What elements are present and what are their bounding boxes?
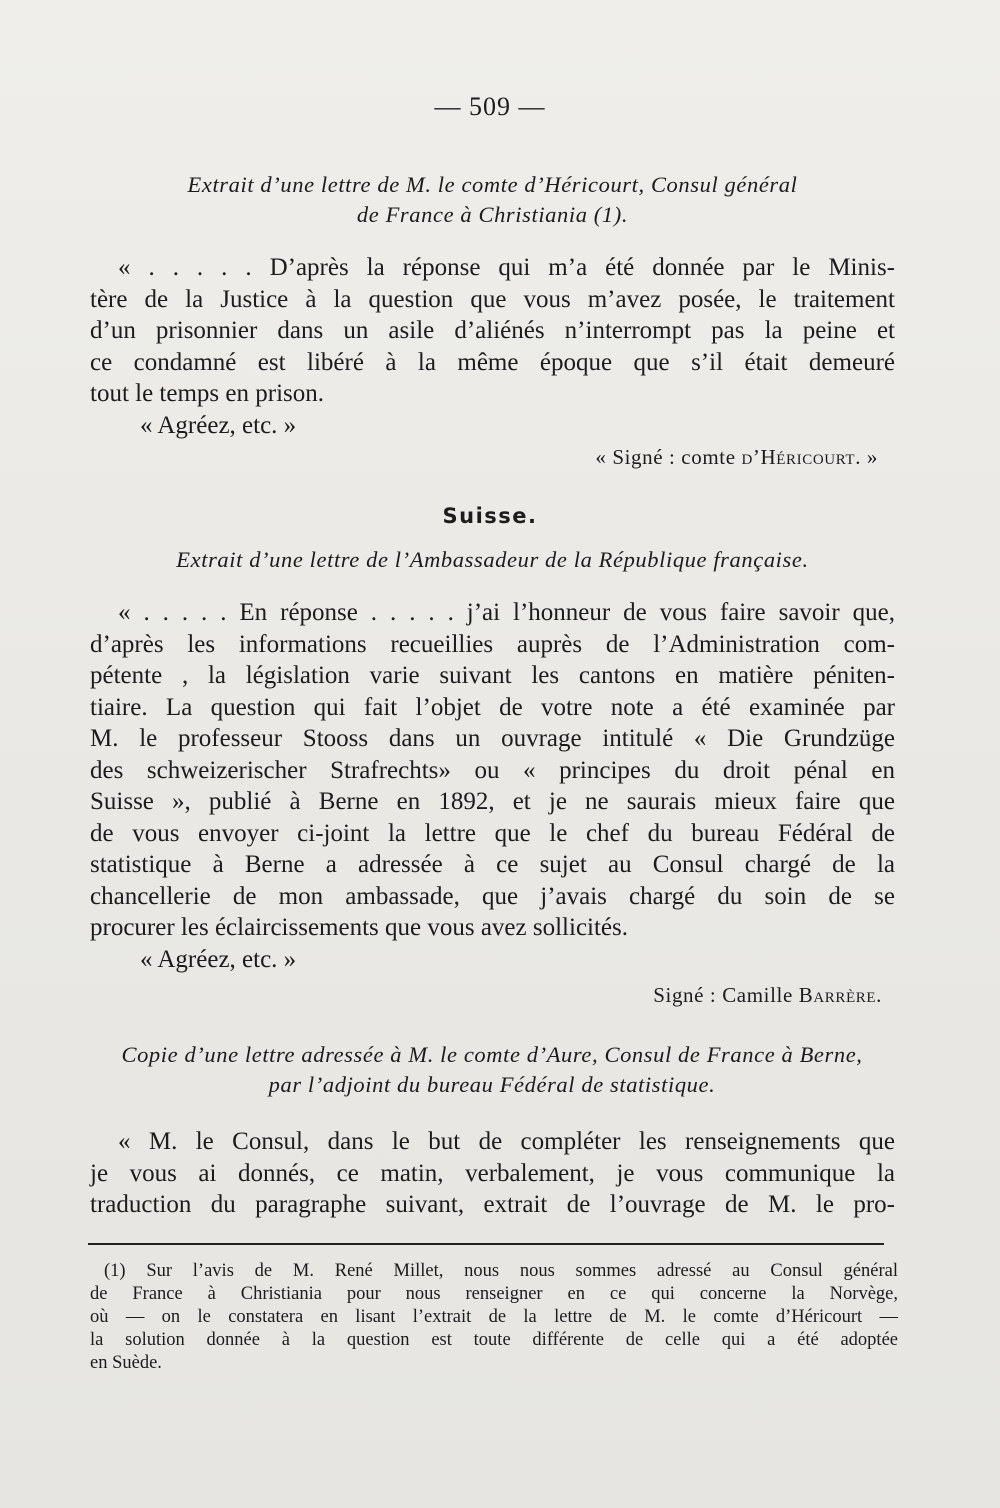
text-line: chancellerie de mon ambassade, que j’avais chargé du soin de se xyxy=(90,882,895,910)
footnote-rule xyxy=(88,1243,884,1245)
footnote-line: où — on le constatera en lisant l’extrait de la lettre de M. le comte d’Héricourt — xyxy=(90,1307,898,1327)
text-line: « . . . . . En réponse . . . . . j’ai l’honneur de vous faire savoir que, xyxy=(118,599,895,626)
text-line: d’après les informations recueillies auprès de l’Administration com- xyxy=(90,630,895,658)
text-line: Suisse », publié à Berne en 1892, et je ne saurais mieux faire que xyxy=(90,788,895,815)
footnote-line: (1) Sur l’avis de M. René Millet, nous nous sommes adressé au Consul général xyxy=(104,1261,898,1281)
text-line: statistique à Berne a adressée à ce sujet au Consul chargé de la xyxy=(90,851,895,878)
heading-line: de France à Christiania (1). xyxy=(356,202,629,227)
text-line: d’un prisonnier dans un asile d’aliénés n’interrompt pas la peine et xyxy=(90,317,895,344)
heading-line: par l’adjoint du bureau Fédéral de statistique. xyxy=(268,1072,716,1097)
text-line: pétente , la législation varie suivant les cantons en matière péniten- xyxy=(90,662,895,689)
text-line: traduction du paragraphe suivant, extrait de l’ouvrage de M. le pro- xyxy=(90,1191,895,1218)
heading-line: Extrait d’une lettre de M. le comte d’Héricourt, Consul général xyxy=(187,172,798,197)
signature-barrere xyxy=(653,983,882,1008)
letter-heading-hericourt xyxy=(90,170,895,230)
signature-name: d’Héricourt xyxy=(741,445,856,469)
heading-line: Extrait d’une lettre de l’Ambassadeur de la République française. xyxy=(176,547,809,572)
text-line: tiaire. La question qui fait l’objet de votre note a été examinée par xyxy=(90,693,895,721)
heading-line: Copie d’une lettre adressée à M. le comte d’Aure, Consul de France à Berne, xyxy=(121,1042,863,1067)
text-line: « M. le Consul, dans le but de compléter les renseignements que xyxy=(118,1128,895,1155)
footnote-line: en Suède. xyxy=(90,1353,162,1373)
letter-heading-aure xyxy=(86,1040,898,1100)
text-line: « . . . . . D’après la réponse qui m’a été donnée par le Minis- xyxy=(118,254,895,281)
text-line: tère de la Justice à la question que vous m’avez posée, le traitement xyxy=(90,285,895,313)
text-line: je vous ai donnés, ce matin, verbalement, je vous communique la xyxy=(90,1159,895,1187)
text-line: des schweizerischer Strafrechts» ou « principes du droit pénal en xyxy=(90,756,895,784)
text-line: M. le professeur Stooss dans un ouvrage intitulé « Die Grundzüge xyxy=(90,725,895,752)
letter-body-aure xyxy=(90,1126,895,1221)
footnote-line: la solution donnée à la question est toute différente de celle qui a été adoptée xyxy=(90,1330,898,1350)
text-line: de vous envoyer ci-joint la lettre que le chef du bureau Fédéral de xyxy=(90,819,895,847)
letter-body-hericourt xyxy=(90,252,895,441)
signature-name: Barrère xyxy=(798,983,877,1007)
footnote-line: de France à Christiania pour nous renseigner en ce qui concerne la Norvège, xyxy=(90,1284,898,1304)
signature-hericourt xyxy=(595,445,878,470)
footnote xyxy=(90,1260,898,1375)
signature-prefix: Signé : Camille xyxy=(653,983,799,1007)
page-number: — 509 — xyxy=(434,92,546,121)
signature-suffix: . » xyxy=(855,445,878,469)
text-line: ce condamné est libéré à la même époque que s’il était demeuré xyxy=(90,348,895,376)
letter-body-ambassador xyxy=(90,597,895,975)
closing-formula: « Agréez, etc. » xyxy=(140,945,297,973)
closing-formula: « Agréez, etc. » xyxy=(140,411,297,439)
signature-prefix: « Signé : comte xyxy=(595,445,742,469)
signature-suffix: . xyxy=(876,983,882,1007)
text-line: procurer les éclaircissements que vous avez sollicités. xyxy=(90,914,629,941)
text-line: tout le temps en prison. xyxy=(90,380,324,407)
letter-heading-ambassador xyxy=(90,545,895,575)
section-title: Suisse. xyxy=(442,504,538,528)
